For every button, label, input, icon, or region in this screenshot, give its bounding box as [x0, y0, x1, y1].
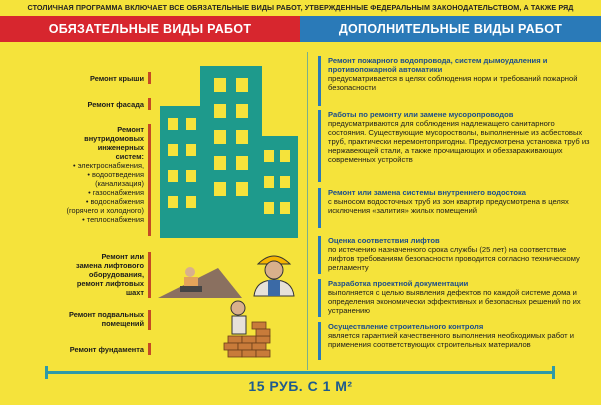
foundation-bar	[148, 343, 151, 355]
foundation-label: Ремонт фундамента	[69, 345, 144, 354]
facade-label: Ремонт фасада	[87, 100, 144, 109]
item-bar	[318, 188, 321, 228]
item-text: выполняется с целью выявления дефектов по каждой системе дома и определения экономически эффективных и безопасных решений по их устранению	[328, 288, 581, 315]
roofer-icon	[158, 258, 242, 300]
system-item: (канализация)	[95, 179, 144, 188]
building-illustration	[160, 60, 300, 240]
basement-bar	[148, 310, 151, 330]
facade-bar	[148, 98, 151, 110]
systems-label	[67, 125, 145, 224]
item-title: Осуществление строительного контроля	[328, 322, 484, 331]
item-text: предусматриваются для соблюдения надлежащего санитарного состояния. Существующие мусоростволы, выполненные из асбестовых труб, практически неремонтопригодны. Предусмотрена установка труб из нержавеющей стали, а также прочищающих и обеззараживающих современных устройств	[328, 119, 590, 164]
intro-text: СТОЛИЧНАЯ ПРОГРАММА ВКЛЮЧАЕТ ВСЕ ОБЯЗАТЕЛЬНЫЕ ВИДЫ РАБОТ, УТВЕРЖДЕННЫЕ ФЕДЕРАЛЬНЫМ ЗАКОНОДАТЕЛЬСТВОМ, А ТАКЖЕ РЯД	[27, 3, 574, 12]
divider-line	[307, 52, 308, 370]
item-bar	[318, 236, 321, 274]
building-icon	[160, 66, 298, 238]
system-item: • водоотведения	[87, 170, 144, 179]
lift-bar	[148, 252, 151, 298]
bricklayer-icon	[222, 298, 274, 360]
system-item: (горячего и холодного)	[66, 206, 144, 215]
worker-icon	[252, 250, 296, 298]
system-item: • теплоснабжения	[82, 215, 144, 224]
system-item: • электроснабжения,	[73, 161, 144, 170]
systems-title-line: инженерных	[97, 143, 144, 152]
basement-line: Ремонт подвальных	[68, 310, 144, 319]
lift-line: шахт	[125, 288, 144, 297]
item-title: Оценка соответствия лифтов	[328, 236, 440, 245]
item-text: предусматривается в целях соблюдения норм и требований пожарной безопасности	[328, 74, 578, 92]
right-item	[328, 188, 590, 215]
right-item	[328, 110, 590, 164]
additional-works-header: ДОПОЛНИТЕЛЬНЫЕ ВИДЫ РАБОТ	[300, 16, 601, 42]
item-text: по истечению назначенного срока службы (25 лет) на соответствие лифтов требованиям безопасности проводится согласно техническому регламенту	[328, 245, 580, 272]
item-title: Разработка проектной документации	[328, 279, 469, 288]
item-bar	[318, 110, 321, 182]
systems-title-line: Ремонт	[117, 125, 144, 134]
item-text: с выносом водосточных труб из зон квартир предусмотрена в целях исключения «залития» жилых помещений	[328, 197, 569, 215]
system-item: • водоснабжения	[85, 197, 144, 206]
lift-line: оборудования,	[88, 270, 144, 279]
item-bar	[318, 279, 321, 317]
item-title: Ремонт пожарного водопровода, систем дымоудаления и противопожарной автоматики	[328, 56, 548, 74]
system-item: • газоснабжения	[88, 188, 144, 197]
item-bar	[318, 56, 321, 106]
lift-line: замена лифтового	[76, 261, 144, 270]
right-item	[328, 56, 590, 92]
lift-line: Ремонт или	[101, 252, 144, 261]
item-title: Ремонт или замена системы внутреннего водостока	[328, 188, 526, 197]
right-item	[328, 322, 590, 349]
price-label: 15 РУБ. С 1 М²	[248, 378, 353, 394]
lift-line: ремонт лифтовых	[76, 279, 144, 288]
item-text: является гарантией качественного выполнения необходимых работ и применения соответствующих строительных материалов	[328, 331, 574, 349]
systems-bar	[148, 124, 151, 236]
right-item	[328, 236, 590, 272]
basement-label	[69, 310, 144, 328]
mandatory-works-header: ОБЯЗАТЕЛЬНЫЕ ВИДЫ РАБОТ	[0, 16, 300, 42]
systems-title-line: внутридомовых	[84, 134, 144, 143]
systems-title-line: систем:	[115, 152, 144, 161]
right-item	[328, 279, 590, 315]
roof-label: Ремонт крыши	[89, 74, 144, 83]
item-title: Работы по ремонту или замене мусоропроводов	[328, 110, 514, 119]
price-bracket-line	[45, 371, 555, 374]
item-bar	[318, 322, 321, 360]
lift-label	[76, 252, 144, 297]
roof-bar	[148, 72, 151, 84]
basement-line: помещений	[101, 319, 144, 328]
